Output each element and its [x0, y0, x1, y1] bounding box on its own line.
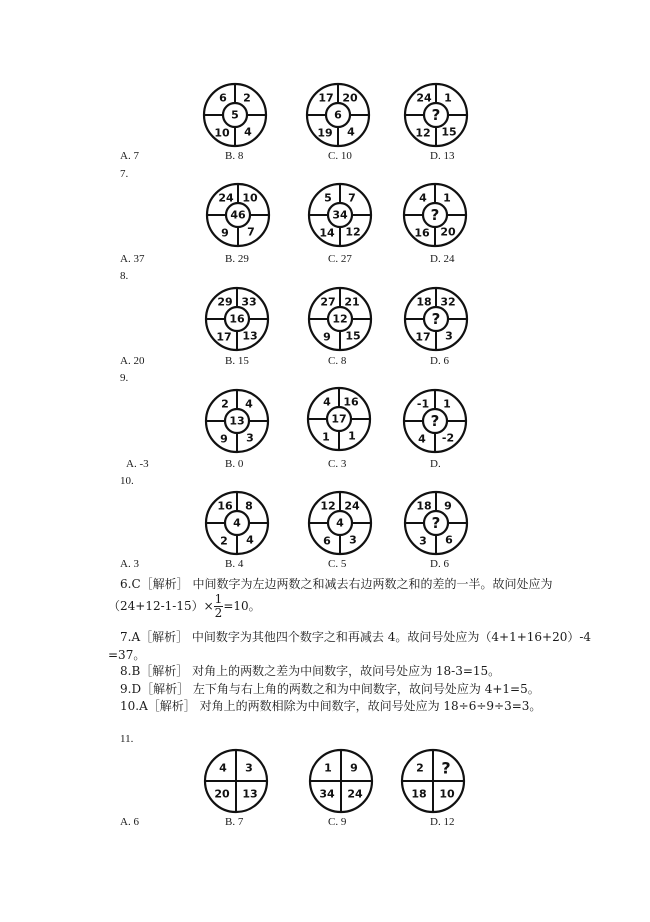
bottom-right-number: 13	[242, 787, 258, 801]
puzzle-circle	[305, 82, 371, 148]
bottom-right-number: 12	[345, 225, 361, 239]
puzzle-circle	[400, 748, 466, 814]
bottom-right-number: 15	[441, 125, 457, 139]
bottom-left-number: 14	[319, 226, 335, 240]
top-left-number: 2	[221, 397, 229, 411]
top-right-number: 9	[350, 761, 358, 775]
bottom-right-number: 24	[347, 787, 363, 801]
center-number: ?	[431, 514, 441, 532]
bottom-left-number: 1	[322, 430, 330, 444]
bottom-left-number: 6	[323, 534, 331, 548]
center-number: ?	[431, 106, 441, 124]
option-b: B. 0	[225, 458, 244, 470]
question-number: 10.	[120, 475, 134, 487]
top-left-number: 6	[219, 91, 227, 105]
bottom-left-number: 19	[317, 126, 333, 140]
puzzle-circle	[307, 286, 373, 352]
question-number: 7.	[120, 168, 129, 180]
puzzle-circle	[402, 388, 468, 454]
bottom-right-number: 6	[445, 533, 453, 547]
option-c: C. 27	[328, 253, 352, 265]
option-c: C. 10	[328, 150, 352, 162]
option-c: C. 5	[328, 558, 347, 570]
top-right-number: 24	[344, 499, 360, 513]
option-d: D. 6	[430, 558, 449, 570]
puzzle-circle	[205, 182, 271, 248]
top-left-number: 4	[219, 761, 227, 775]
bottom-left-number: 9	[221, 226, 229, 240]
top-right-number: 1	[443, 397, 451, 411]
question-number: 11.	[120, 733, 134, 745]
center-number: 4	[233, 516, 241, 530]
puzzle-circle	[204, 490, 270, 556]
top-right-number: 32	[440, 295, 456, 309]
explanation-7-cont: =37。	[108, 648, 146, 662]
bottom-left-number: 12	[415, 126, 431, 140]
option-a: A. 37	[120, 253, 145, 265]
puzzle-circle	[306, 386, 372, 452]
option-a: A. 3	[120, 558, 139, 570]
explanation-9: 9.D［解析］ 左下角与右上角的两数之和为中间数字，故问号处应为 4+1=5。	[120, 682, 540, 696]
center-number: ?	[430, 412, 440, 430]
top-right-number: 16	[343, 395, 359, 409]
center-number: 46	[230, 208, 246, 222]
option-c: C. 8	[328, 355, 347, 367]
top-right-number: 10	[242, 191, 258, 205]
puzzle-circle	[403, 490, 469, 556]
option-a: A. 20	[120, 355, 145, 367]
top-left-number: 5	[324, 191, 332, 205]
explanation-7: 7.A［解析］ 中间数字为其他四个数字之和再减去 4。故问号处应为（4+1+16+20）-4	[120, 630, 592, 644]
explanation-6-formula	[108, 593, 261, 620]
option-d: D. 12	[430, 816, 455, 828]
option-c: C. 3	[328, 458, 347, 470]
question-number: 9.	[120, 372, 129, 384]
puzzle-circle	[204, 286, 270, 352]
center-number: 6	[334, 108, 342, 122]
puzzle-circle	[403, 286, 469, 352]
option-b: B. 15	[225, 355, 249, 367]
top-left-number: 27	[320, 295, 336, 309]
top-left-number: 24	[218, 191, 234, 205]
bottom-left-number: 20	[214, 787, 230, 801]
center-number: 12	[332, 312, 348, 326]
bottom-left-number: 9	[220, 432, 228, 446]
top-right-number: ?	[441, 758, 451, 778]
option-c: C. 9	[328, 816, 347, 828]
puzzle-circle	[203, 748, 269, 814]
bottom-right-number: 1	[348, 429, 356, 443]
bottom-right-number: 4	[244, 125, 252, 139]
top-left-number: 12	[320, 499, 336, 513]
bottom-right-number: 4	[246, 533, 254, 547]
bottom-left-number: 17	[415, 330, 431, 344]
top-left-number: 17	[318, 91, 334, 105]
option-b: B. 8	[225, 150, 244, 162]
puzzle-circle	[204, 388, 270, 454]
bottom-left-number: 2	[220, 534, 228, 548]
fraction-numerator: 1	[214, 592, 223, 606]
top-left-number: -1	[416, 397, 430, 411]
top-right-number: 20	[342, 91, 358, 105]
bottom-right-number: 13	[242, 329, 258, 343]
bottom-left-number: 16	[414, 226, 430, 240]
puzzle-circle	[307, 182, 373, 248]
explanation-10: 10.A［解析］ 对角上的两数相除为中间数字，故问号处应为 18÷6÷9÷3=3。	[120, 699, 542, 713]
top-left-number: 4	[323, 395, 331, 409]
bottom-right-number: 3	[246, 431, 254, 445]
explanation-8: 8.B［解析］ 对角上的两数之差为中间数字，故问号处应为 18-3=15。	[120, 664, 501, 678]
option-a: A. -3	[126, 458, 149, 470]
puzzle-circle	[402, 182, 468, 248]
top-left-number: 4	[419, 191, 427, 205]
bottom-right-number: 7	[247, 225, 255, 239]
top-left-number: 24	[416, 91, 432, 105]
center-number: ?	[430, 206, 440, 224]
top-left-number: 2	[416, 761, 424, 775]
top-right-number: 3	[245, 761, 253, 775]
bottom-left-number: 3	[419, 534, 427, 548]
bottom-left-number: 34	[319, 787, 335, 801]
top-right-number: 33	[241, 295, 257, 309]
top-right-number: 7	[348, 191, 356, 205]
top-left-number: 18	[416, 295, 432, 309]
option-d: D. 24	[430, 253, 455, 265]
bottom-right-number: 10	[439, 787, 455, 801]
option-d: D. 6	[430, 355, 449, 367]
top-left-number: 29	[217, 295, 233, 309]
option-a: A. 7	[120, 150, 139, 162]
option-b: B. 29	[225, 253, 249, 265]
puzzle-circle	[403, 82, 469, 148]
top-right-number: 21	[344, 295, 360, 309]
fraction	[214, 593, 224, 620]
bottom-left-number: 17	[216, 330, 232, 344]
bottom-right-number: -2	[441, 431, 455, 445]
bottom-left-number: 18	[411, 787, 427, 801]
bottom-right-number: 4	[347, 125, 355, 139]
formula-result: =10。	[223, 599, 261, 613]
center-number: 4	[336, 516, 344, 530]
top-left-number: 16	[217, 499, 233, 513]
center-number: 16	[229, 312, 245, 326]
option-b: B. 7	[225, 816, 244, 828]
top-left-number: 18	[416, 499, 432, 513]
bottom-left-number: 9	[323, 330, 331, 344]
explanation-6: 6.C［解析］ 中间数字为左边两数之和减去右边两数之和的差的一半。故问处应为	[120, 577, 553, 591]
bottom-right-number: 20	[440, 225, 456, 239]
puzzle-circle	[202, 82, 268, 148]
puzzle-circle	[307, 490, 373, 556]
bottom-right-number: 15	[345, 329, 361, 343]
top-right-number: 1	[444, 91, 452, 105]
top-left-number: 1	[324, 761, 332, 775]
fraction-denominator: 2	[214, 606, 223, 620]
top-right-number: 8	[245, 499, 253, 513]
option-d: D. 13	[430, 150, 455, 162]
center-number: 5	[231, 108, 239, 122]
bottom-left-number: 10	[214, 126, 230, 140]
puzzle-circle	[308, 748, 374, 814]
center-number: 34	[332, 208, 348, 222]
top-right-number: 1	[443, 191, 451, 205]
top-right-number: 9	[444, 499, 452, 513]
center-number: 17	[331, 412, 347, 426]
bottom-left-number: 4	[418, 432, 426, 446]
center-number: 13	[229, 414, 245, 428]
top-right-number: 2	[243, 91, 251, 105]
top-right-number: 4	[245, 397, 253, 411]
center-number: ?	[431, 310, 441, 328]
option-b: B. 4	[225, 558, 244, 570]
option-d: D.	[430, 458, 441, 470]
question-number: 8.	[120, 270, 129, 282]
bottom-right-number: 3	[445, 329, 453, 343]
formula-expression: （24+12-1-15）×	[108, 599, 214, 613]
bottom-right-number: 3	[349, 533, 357, 547]
option-a: A. 6	[120, 816, 139, 828]
